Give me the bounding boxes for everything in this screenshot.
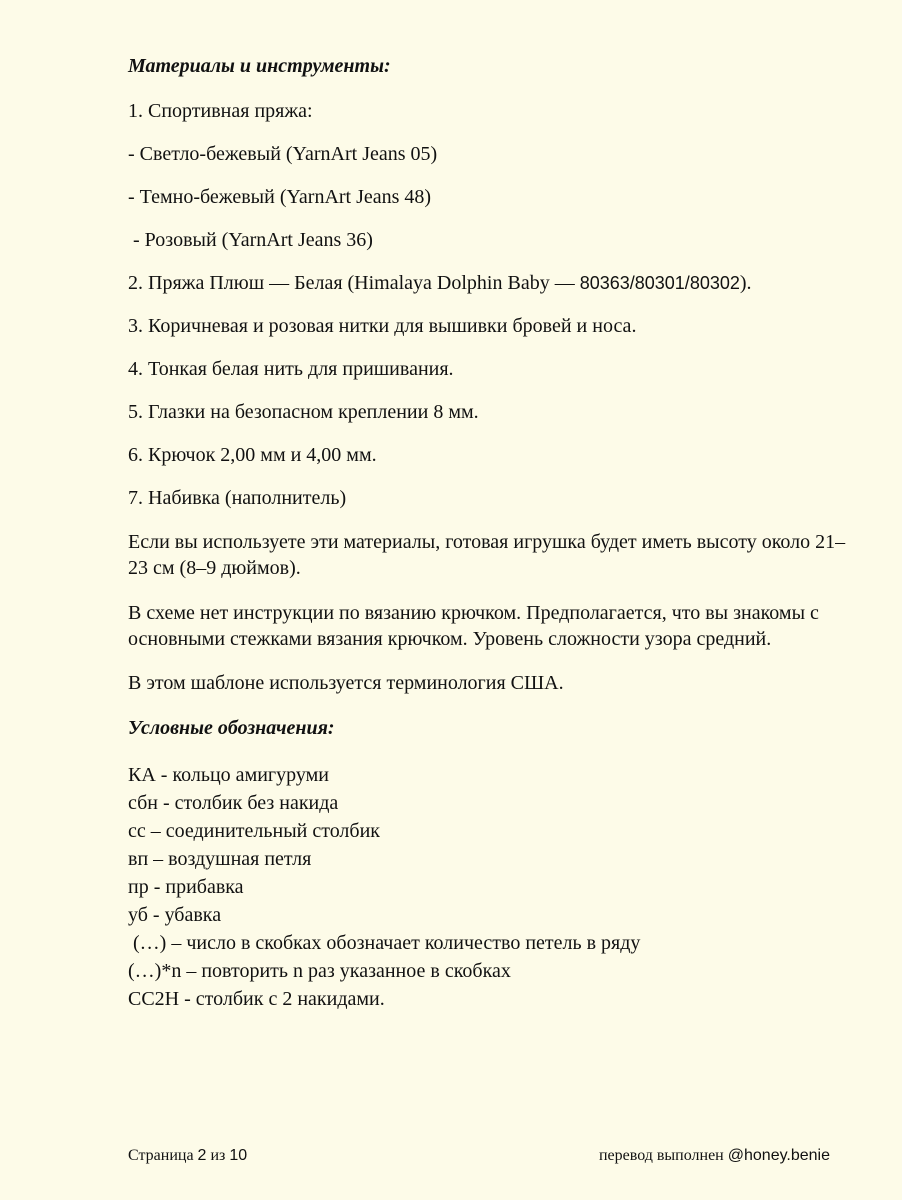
material-item: - Светло-бежевый (YarnArt Jeans 05) <box>128 143 438 165</box>
legend-item: сс – соединительный столбик <box>128 820 381 842</box>
toy-size-paragraph: Если вы используете эти материалы, готовая игрушка будет иметь высоту около 21–23 см (8–9 дюймов). <box>128 531 846 579</box>
material-item: 7. Набивка (наполнитель) <box>128 487 347 509</box>
legend-item: уб - убавка <box>128 904 222 926</box>
page-of-word: из <box>206 1147 230 1164</box>
material-item: 5. Глазки на безопасном креплении 8 мм. <box>128 401 479 423</box>
credit-handle: @honey.benie <box>727 1147 830 1164</box>
material-item: - Темно-бежевый (YarnArt Jeans 48) <box>128 186 432 208</box>
legend-item: пр - прибавка <box>128 876 244 898</box>
legend-item: (…)*n – повторить n раз указанное в скобках <box>128 960 511 982</box>
materials-heading: Материалы и инструменты: <box>128 55 391 77</box>
page-number <box>128 1146 247 1166</box>
legend-item: вп – воздушная петля <box>128 848 312 870</box>
material-item: 6. Крючок 2,00 мм и 4,00 мм. <box>128 444 377 466</box>
material-item: 4. Тонкая белая нить для пришивания. <box>128 358 454 380</box>
material-item-plush-suffix: ). <box>739 272 752 294</box>
page-content <box>128 52 848 1013</box>
translation-credit <box>599 1146 830 1166</box>
legend-heading: Условные обозначения: <box>128 717 335 739</box>
page-current: 2 <box>197 1147 207 1164</box>
credit-text: перевод выполнен <box>598 1147 728 1164</box>
skill-level-paragraph: В схеме нет инструкции по вязанию крючком. Предполагается, что вы знакомы с основными стежками вязания крючком. Уровень сложности узора средний. <box>128 602 819 650</box>
page-word: Страница <box>128 1147 198 1164</box>
legend-item: (…) – число в скобках обозначает количество петель в ряду <box>128 932 641 954</box>
legend-item: сбн - столбик без накида <box>128 792 339 814</box>
material-item: 1. Спортивная пряжа: <box>128 100 313 122</box>
material-item: 3. Коричневая и розовая нитки для вышивки бровей и носа. <box>128 315 637 337</box>
material-item-plush-prefix: 2. Пряжа Плюш — Белая (Himalaya Dolphin Baby — <box>128 272 580 294</box>
material-item-plush <box>128 271 848 295</box>
legend-item: СС2Н - столбик с 2 накидами. <box>128 988 385 1010</box>
terminology-paragraph: В этом шаблоне используется терминология США. <box>128 672 564 694</box>
material-item-plush-codes: 80363/80301/80302 <box>579 273 740 293</box>
legend-list <box>128 761 848 1013</box>
material-item: - Розовый (YarnArt Jeans 36) <box>128 229 373 251</box>
legend-item: КА - кольцо амигуруми <box>128 764 329 786</box>
page-total: 10 <box>229 1147 248 1164</box>
